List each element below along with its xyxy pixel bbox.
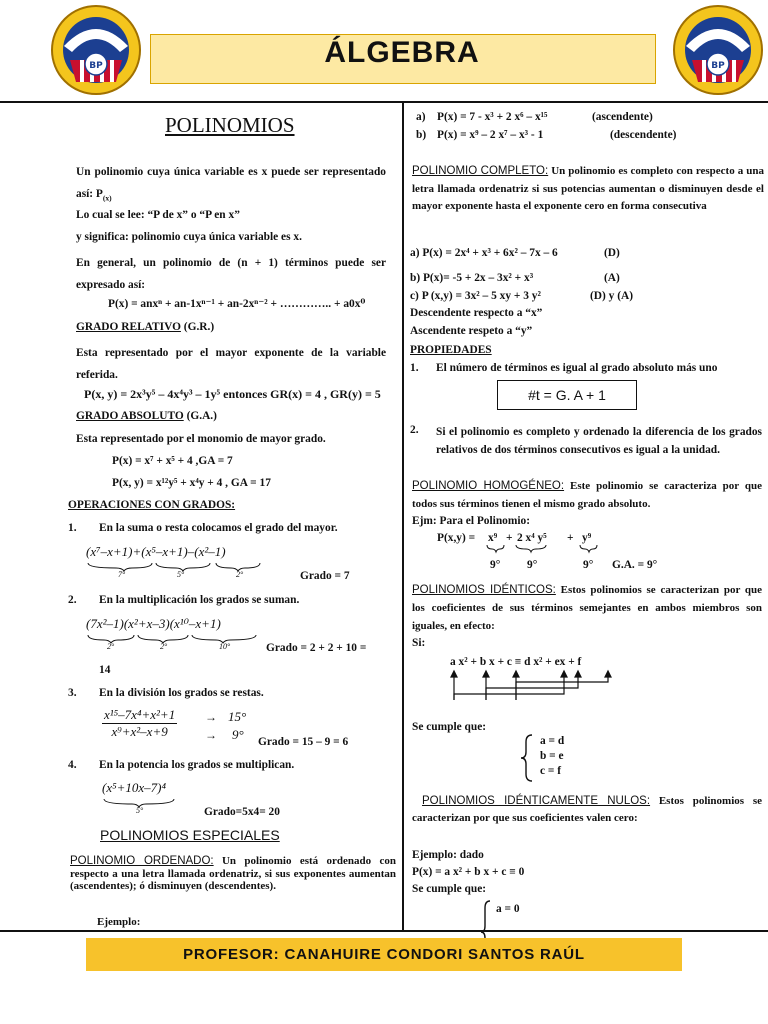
identicos-expression: a x² + b x + c ≡ d x² + ex + f (450, 656, 582, 668)
op2-degree-2: 2° (160, 642, 168, 651)
section-title: POLINOMIOS (165, 113, 295, 137)
ord-example-b-tag: (descendente) (610, 129, 677, 141)
op4-number: 4. (68, 759, 77, 771)
op1-degree-1: 7° (118, 570, 126, 579)
completo-paragraph (412, 163, 764, 216)
ord-example-b: P(x) = x⁹ – 2 x⁷ – x³ - 1 (437, 129, 544, 141)
intro-text-3: y significa: polinomio cuya única variable es x. (76, 231, 302, 243)
homogeneo-term-3: y⁹ (582, 532, 592, 544)
svg-text:BP: BP (711, 61, 725, 71)
nulos-ejemplo: Ejemplo: dado (412, 849, 484, 861)
logo-left (50, 4, 142, 96)
identicos-text: Estos polinomios se caracterizan por que los coeficientes de sus términos semejantes en ambos miembros son iguales, en efecto: (412, 584, 762, 632)
ga-title: GRADO ABSOLUTO (76, 410, 184, 422)
homogeneo-degree-2: 9° (527, 559, 538, 571)
gr-abbr: (G.R.) (180, 321, 215, 333)
prop2-text: Si el polinomio es completo y ordenado la diferencia de los grados relativos de dos términos consecutivos es igual a la unidad. (436, 426, 762, 456)
homogeneo-text: Este polinomio se caracteriza por que todos sus términos tienen el mismo grado absoluto. (412, 480, 762, 510)
footer-divider (0, 930, 768, 932)
gr-example: P(x, y) = 2x³y⁵ – 4x⁴y³ – 1y⁵ entonces GR(x) = 4 , GR(y) = 5 (84, 387, 381, 401)
op1-text: En la suma o resta colocamos el grado del mayor. (99, 522, 338, 534)
intro-paragraph (76, 161, 386, 205)
identicos-result-1: a = d (540, 735, 565, 747)
op2-text: En la multiplicación los grados se suman. (99, 594, 300, 606)
fraction-denominator: x⁹+x²–x+9 (111, 724, 168, 739)
homogeneo-braces (486, 544, 606, 554)
op2-expression: (7x²–1)(x²+x–3)(x¹⁰–x+1) (86, 616, 221, 631)
completo-example-b: b) P(x)= -5 + 2x – 3x² + x³ (410, 272, 534, 284)
ga-example-2: P(x, y) = x¹²y⁵ + x⁴y + 4 , GA = 17 (112, 477, 271, 489)
homogeneo-ejemplo: Ejm: Para el Polinomio: (412, 515, 530, 527)
op3-result: Grado = 15 – 9 = 6 (258, 736, 349, 748)
fraction-numerator: x¹⁵–7x⁴+x²+1 (104, 707, 176, 722)
op2-number: 2. (68, 594, 77, 606)
homogeneo-degree-3: 9° (583, 559, 594, 571)
school-emblem-icon (672, 4, 764, 96)
intro-text-1: Un polinomio cuya única variable es x puede ser representado así: P (76, 166, 386, 200)
gr-title: GRADO RELATIVO (76, 321, 181, 333)
op1-result: Grado = 7 (300, 570, 350, 582)
prop1-formula-box: #t = G. A + 1 (497, 380, 637, 410)
op4-expression: (x⁵+10x–7)⁴ (102, 780, 167, 795)
homogeneo-plus-1: + (506, 532, 513, 544)
propiedades-heading: PROPIEDADES (410, 344, 492, 356)
logo-right (672, 4, 764, 96)
nulos-se-cumple: Se cumple que: (412, 883, 487, 895)
op1-degree-2: 5° (177, 570, 185, 579)
ordenado-title: POLINOMIO ORDENADO: (70, 855, 214, 867)
op1-number: 1. (68, 522, 77, 534)
homogeneo-degree-1: 9° (490, 559, 501, 571)
homogeneo-term-1: x⁹ (488, 532, 498, 544)
op3-fraction (102, 707, 177, 740)
completo-text: Un polinomio es completo con respecto a una letra llamada ordenatriz si sus potencias aumentan o disminuyen desde el mayor exponente hasta el exponente cero en forma consecutiva (412, 165, 764, 212)
ord-example-b-label: b) (416, 129, 427, 141)
op2-degree-1: 2° (107, 642, 115, 651)
op3-text: En la división los grados se restas. (99, 687, 264, 699)
completo-example-b-tag: (A) (604, 272, 620, 284)
op3-number: 3. (68, 687, 77, 699)
nulos-text: Estos polinomios se caracterizan por que sus coeficientes valen cero: (412, 795, 762, 824)
op2-degree-3: 10° (219, 642, 231, 651)
homogeneo-term-2: 2 x⁴ y⁵ (517, 532, 547, 544)
ordenado-text: Un polinomio está ordenado con respecto a una letra llamada ordenatriz, si sus exponentes aumentan (ascendentes); ó disminuyen (descendentes). (70, 855, 396, 893)
ord-example-a: P(x) = 7 - x³ + 2 x⁶ – x¹⁵ (437, 111, 548, 123)
identicos-result-2: b = e (540, 750, 564, 762)
grado-absoluto-heading (76, 409, 217, 423)
ga-abbr: (G.A.) (183, 410, 217, 422)
ga-example-1: P(x) = x⁷ + x⁵ + 4 ,GA = 7 (112, 455, 233, 467)
completo-example-a: a) P(x) = 2x⁴ + x³ + 6x² – 7x – 6 (410, 247, 558, 259)
nulos-paragraph (412, 793, 762, 827)
general-formula: P(x) = anxⁿ + an-1xⁿ⁻¹ + an-2xⁿ⁻² + ………….. + a0x⁰ (108, 298, 366, 310)
identicos-connector-lines (448, 668, 618, 702)
identicos-paragraph (412, 581, 762, 635)
op2-result: Grado = 2 + 2 + 10 = (266, 642, 367, 654)
identicos-result-3: c = f (540, 765, 562, 777)
op1-expression: (x⁷–x+1)+(x⁵–x+1)–(x²–1) (86, 544, 226, 559)
column-divider (402, 103, 404, 931)
ordenado-ejemplo: Ejemplo: (97, 916, 141, 928)
completo-example-a-tag: (D) (604, 247, 620, 259)
footer-author: PROFESOR: CANAHUIRE CONDORI SANTOS RAÚL (183, 946, 585, 963)
school-emblem-icon (50, 4, 142, 96)
homogeneo-ga: G.A. = 9° (612, 559, 658, 571)
ord-example-a-label: a) (416, 111, 426, 123)
nulos-expression: P(x) = a x² + b x + c ≡ 0 (412, 866, 525, 878)
nulos-title: POLINOMIOS IDÉNTICAMENTE NULOS: (422, 795, 651, 807)
ordenado-paragraph (70, 855, 396, 893)
op2-result-cont: 14 (99, 664, 111, 676)
identicos-se-cumple: Se cumple que: (412, 721, 487, 733)
op3-arrow-1: → (205, 710, 217, 724)
op3-arrow-2: → (205, 728, 217, 742)
identicos-si: Si: (412, 637, 426, 649)
completo-title: POLINOMIO COMPLETO: (412, 165, 549, 177)
header-divider (0, 101, 768, 103)
grado-relativo-heading (76, 320, 214, 334)
svg-text:BP: BP (89, 61, 103, 71)
division-fraction (102, 707, 177, 740)
descendente-x: Descendente respecto a “x” (410, 307, 543, 319)
page-title: ÁLGEBRA (324, 36, 480, 69)
intro-sub: (x) (102, 193, 112, 203)
ascendente-y: Ascendente respeto a “y” (410, 325, 533, 337)
homogeneo-plus-2: + (567, 532, 574, 544)
homogeneo-lhs: P(x,y) = (437, 532, 476, 544)
especiales-heading: POLINOMIOS ESPECIALES (100, 827, 280, 843)
prop1-text: El número de términos es igual al grado absoluto más uno (436, 362, 718, 374)
op1-degree-3: 2° (236, 570, 244, 579)
nulos-result: a = 0 (496, 903, 520, 915)
op4-degree: 5° (136, 806, 144, 815)
completo-example-c-tag: (D) y (A) (590, 290, 634, 302)
intro-text-2: Lo cual se lee: “P de x” o “P en x” (76, 209, 240, 221)
op4-text: En la potencia los grados se multiplican. (99, 759, 295, 771)
identicos-brace (520, 734, 534, 782)
operaciones-heading: OPERACIONES CON GRADOS: (68, 499, 236, 511)
gr-description: Esta representado por el mayor exponente de la variable referida. (76, 347, 386, 381)
ord-example-a-tag: (ascendente) (592, 111, 653, 123)
op3-degree-num: 15° (228, 709, 247, 724)
prop1-number: 1. (410, 362, 419, 374)
identicos-title: POLINOMIOS IDÉNTICOS: (412, 584, 556, 596)
completo-example-c: c) P (x,y) = 3x² – 5 xy + 3 y² (410, 290, 541, 302)
intro-text-4: En general, un polinomio de (n + 1) términos puede ser expresado así: (76, 257, 386, 291)
homogeneo-title: POLINOMIO HOMOGÉNEO: (412, 480, 565, 492)
op3-degree-den: 9° (232, 727, 244, 742)
prop2-number: 2. (410, 424, 419, 436)
homogeneo-paragraph (412, 477, 762, 513)
ga-description: Esta representado por el monomio de mayor grado. (76, 433, 326, 445)
op4-result: Grado=5x4= 20 (204, 806, 280, 818)
